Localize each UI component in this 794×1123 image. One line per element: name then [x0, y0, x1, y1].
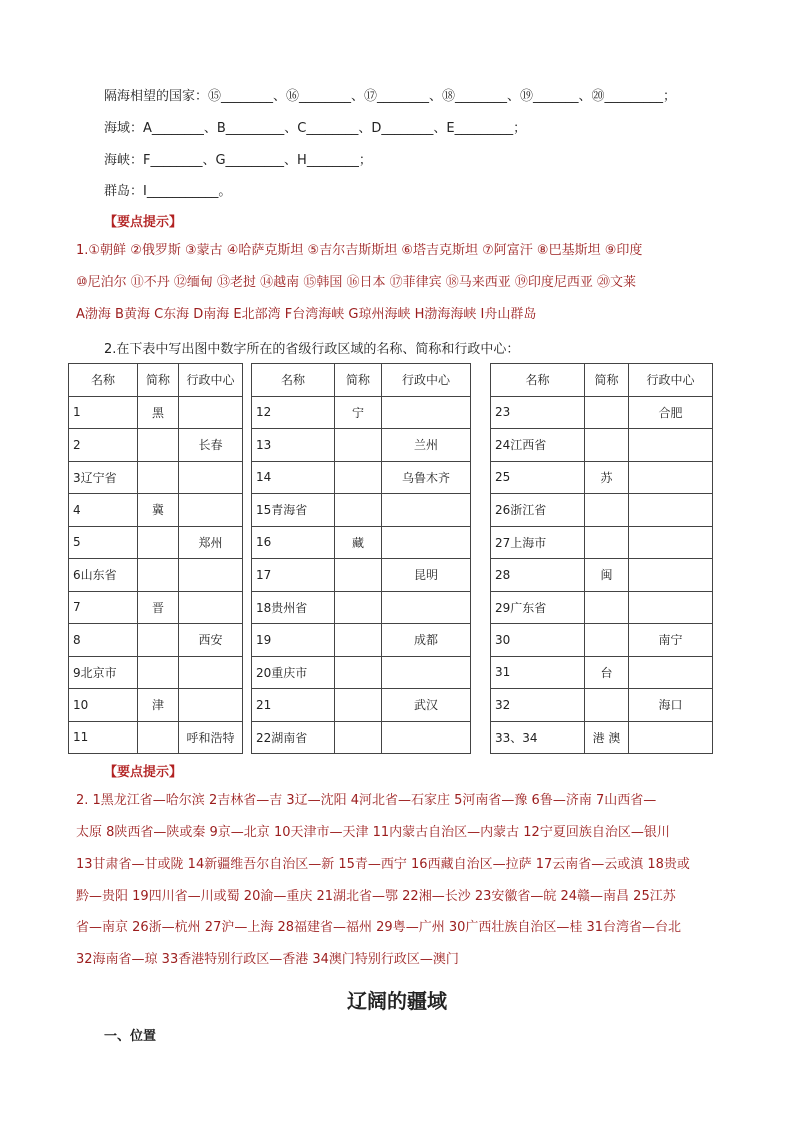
name-cell: 14 [252, 461, 335, 494]
col-header-abbr: 简称 [585, 364, 629, 397]
abbr-cell: 冀 [138, 494, 179, 527]
abbr-cell [585, 689, 629, 722]
col-header-capital: 行政中心 [179, 364, 243, 397]
capital-cell: 成都 [382, 624, 471, 657]
capital-cell: 呼和浩特 [179, 721, 243, 754]
col-header-abbr: 简称 [335, 364, 382, 397]
capital-cell [629, 591, 713, 624]
name-cell: 10 [69, 689, 138, 722]
capital-cell [382, 721, 471, 754]
tip1-line: 1.①朝鲜 ②俄罗斯 ③蒙古 ④哈萨克斯坦 ⑤吉尔吉斯斯坦 ⑥塔吉克斯坦 ⑦阿富汗 ⑧巴基斯坦 ⑨印度 [76, 243, 643, 258]
table-row [252, 689, 471, 722]
table-row [69, 721, 243, 754]
table-row [491, 689, 713, 722]
capital-cell [629, 494, 713, 527]
table-row [491, 429, 713, 462]
capital-cell [179, 591, 243, 624]
name-cell: 2 [69, 429, 138, 462]
section-title: 辽阔的疆域 [347, 989, 447, 1013]
table-row [252, 526, 471, 559]
col-header-capital: 行政中心 [382, 364, 471, 397]
capital-cell: 乌鲁木齐 [382, 461, 471, 494]
table-row [491, 461, 713, 494]
abbr-cell [138, 461, 179, 494]
table-row [69, 461, 243, 494]
abbr-cell: 闽 [585, 559, 629, 592]
abbr-cell [335, 689, 382, 722]
capital-cell [629, 461, 713, 494]
table-row [491, 396, 713, 429]
table-row [69, 396, 243, 429]
name-cell: 24江西省 [491, 429, 585, 462]
table-row [252, 396, 471, 429]
table-row [252, 591, 471, 624]
capital-cell [629, 656, 713, 689]
tip2-line: 2. 1黑龙江省—哈尔滨 2吉林省—吉 3辽—沈阳 4河北省—石家庄 5河南省—豫 6鲁—济南 7山西省— [76, 793, 657, 808]
fill-line-islands: 群岛：I___________。 [104, 184, 232, 199]
abbr-cell: 黑 [138, 396, 179, 429]
col-header-capital: 行政中心 [629, 364, 713, 397]
table-row [491, 526, 713, 559]
table-row [491, 624, 713, 657]
name-cell: 19 [252, 624, 335, 657]
col-header-abbr: 简称 [138, 364, 179, 397]
table-row [69, 591, 243, 624]
table-row [252, 656, 471, 689]
abbr-cell [335, 624, 382, 657]
col-header-name: 名称 [69, 364, 138, 397]
name-cell: 33、34 [491, 721, 585, 754]
abbr-cell [138, 429, 179, 462]
abbr-cell [585, 624, 629, 657]
tip2-line: 32海南省—琼 33香港特别行政区—香港 34澳门特别行政区—澳门 [76, 952, 459, 967]
name-cell: 7 [69, 591, 138, 624]
abbr-cell [138, 624, 179, 657]
section-subheading: 一、位置 [104, 1029, 157, 1044]
name-cell: 27上海市 [491, 526, 585, 559]
tip2-line: 13甘肃省—甘或陇 14新疆维吾尔自治区—新 15青—西宁 16西藏自治区—拉萨 17云南省—云或滇 18贵或 [76, 857, 690, 872]
name-cell: 13 [252, 429, 335, 462]
table-row [491, 559, 713, 592]
abbr-cell [335, 656, 382, 689]
capital-cell [629, 721, 713, 754]
fill-line-countries: 隔海相望的国家：⑮________、⑯________、⑰________、⑱________、⑲_______、⑳_________； [104, 89, 677, 104]
fill-line-straits: 海峡：F________、G_________、H________； [104, 153, 372, 168]
abbr-cell: 宁 [335, 396, 382, 429]
abbr-cell [585, 494, 629, 527]
capital-cell: 长春 [179, 429, 243, 462]
capital-cell [629, 526, 713, 559]
abbr-cell [335, 591, 382, 624]
capital-cell [382, 494, 471, 527]
name-cell: 20重庆市 [252, 656, 335, 689]
name-cell: 16 [252, 526, 335, 559]
capital-cell [179, 559, 243, 592]
table-row [252, 429, 471, 462]
name-cell: 1 [69, 396, 138, 429]
tip2-line: 太原 8陕西省—陕或秦 9京—北京 10天津市—天津 11内蒙古自治区—内蒙古 12宁夏回族自治区—银川 [76, 825, 670, 840]
name-cell: 31 [491, 656, 585, 689]
capital-cell: 武汉 [382, 689, 471, 722]
name-cell: 6山东省 [69, 559, 138, 592]
abbr-cell [335, 559, 382, 592]
name-cell: 12 [252, 396, 335, 429]
capital-cell [179, 689, 243, 722]
name-cell: 29广东省 [491, 591, 585, 624]
name-cell: 30 [491, 624, 585, 657]
abbr-cell: 苏 [585, 461, 629, 494]
table-row [252, 624, 471, 657]
capital-cell: 海口 [629, 689, 713, 722]
table-row [252, 721, 471, 754]
capital-cell: 南宁 [629, 624, 713, 657]
province-table-2 [251, 363, 471, 754]
table-row [491, 721, 713, 754]
capital-cell [382, 396, 471, 429]
table-row [69, 624, 243, 657]
abbr-cell [335, 461, 382, 494]
name-cell: 3辽宁省 [69, 461, 138, 494]
table-row [252, 559, 471, 592]
abbr-cell [335, 494, 382, 527]
table-row [491, 656, 713, 689]
capital-cell: 合肥 [629, 396, 713, 429]
name-cell: 8 [69, 624, 138, 657]
name-cell: 23 [491, 396, 585, 429]
fill-line-seas: 海域：A________、B_________、C________、D________、E_________； [104, 121, 527, 136]
abbr-cell: 晋 [138, 591, 179, 624]
tip2-line: 黔—贵阳 19四川省—川或蜀 20渝—重庆 21湖北省—鄂 22湘—长沙 23安徽省—皖 24赣—南昌 25江苏 [76, 889, 676, 904]
capital-cell [179, 396, 243, 429]
abbr-cell: 港 澳 [585, 721, 629, 754]
capital-cell [629, 429, 713, 462]
abbr-cell [585, 396, 629, 429]
capital-cell [382, 526, 471, 559]
abbr-cell [138, 526, 179, 559]
capital-cell [179, 494, 243, 527]
capital-cell [629, 559, 713, 592]
question-2: 2.在下表中写出图中数字所在的省级行政区域的名称、简称和行政中心： [104, 342, 520, 357]
province-table-1 [68, 363, 243, 754]
capital-cell: 西安 [179, 624, 243, 657]
capital-cell [382, 656, 471, 689]
abbr-cell [138, 721, 179, 754]
capital-cell: 昆明 [382, 559, 471, 592]
name-cell: 5 [69, 526, 138, 559]
name-cell: 11 [69, 721, 138, 754]
abbr-cell [585, 429, 629, 462]
capital-cell [179, 461, 243, 494]
abbr-cell [585, 591, 629, 624]
name-cell: 25 [491, 461, 585, 494]
name-cell: 9北京市 [69, 656, 138, 689]
table-row [252, 494, 471, 527]
abbr-cell [585, 526, 629, 559]
tip1-line: ⑩尼泊尔 ⑪不丹 ⑫缅甸 ⑬老挝 ⑭越南 ⑮韩国 ⑯日本 ⑰菲律宾 ⑱马来西亚 ⑲印度尼西亚 ⑳文莱 [76, 275, 636, 290]
table-row [69, 559, 243, 592]
capital-cell: 兰州 [382, 429, 471, 462]
table-row [252, 461, 471, 494]
abbr-cell [138, 656, 179, 689]
name-cell: 18贵州省 [252, 591, 335, 624]
abbr-cell: 藏 [335, 526, 382, 559]
capital-cell: 郑州 [179, 526, 243, 559]
tip-header-1: 【要点提示】 [104, 215, 183, 230]
table-row [69, 526, 243, 559]
province-table-3 [490, 363, 713, 754]
table-row [69, 494, 243, 527]
name-cell: 32 [491, 689, 585, 722]
name-cell: 4 [69, 494, 138, 527]
capital-cell [382, 591, 471, 624]
tip2-line: 省—南京 26浙—杭州 27沪—上海 28福建省—福州 29粤—广州 30广西壮族自治区—桂 31台湾省—台北 [76, 920, 682, 935]
tip1-line: A渤海 B黄海 C东海 D南海 E北部湾 F台湾海峡 G琼州海峡 H渤海海峡 I舟山群岛 [76, 307, 537, 322]
capital-cell [179, 656, 243, 689]
abbr-cell [335, 721, 382, 754]
table-row [69, 689, 243, 722]
table-row [491, 591, 713, 624]
name-cell: 26浙江省 [491, 494, 585, 527]
abbr-cell: 津 [138, 689, 179, 722]
name-cell: 21 [252, 689, 335, 722]
table-row [491, 494, 713, 527]
abbr-cell: 台 [585, 656, 629, 689]
col-header-name: 名称 [491, 364, 585, 397]
name-cell: 15青海省 [252, 494, 335, 527]
abbr-cell [138, 559, 179, 592]
name-cell: 17 [252, 559, 335, 592]
name-cell: 22湖南省 [252, 721, 335, 754]
name-cell: 28 [491, 559, 585, 592]
abbr-cell [335, 429, 382, 462]
table-row [69, 429, 243, 462]
col-header-name: 名称 [252, 364, 335, 397]
table-row [69, 656, 243, 689]
tip-header-2: 【要点提示】 [104, 765, 183, 780]
